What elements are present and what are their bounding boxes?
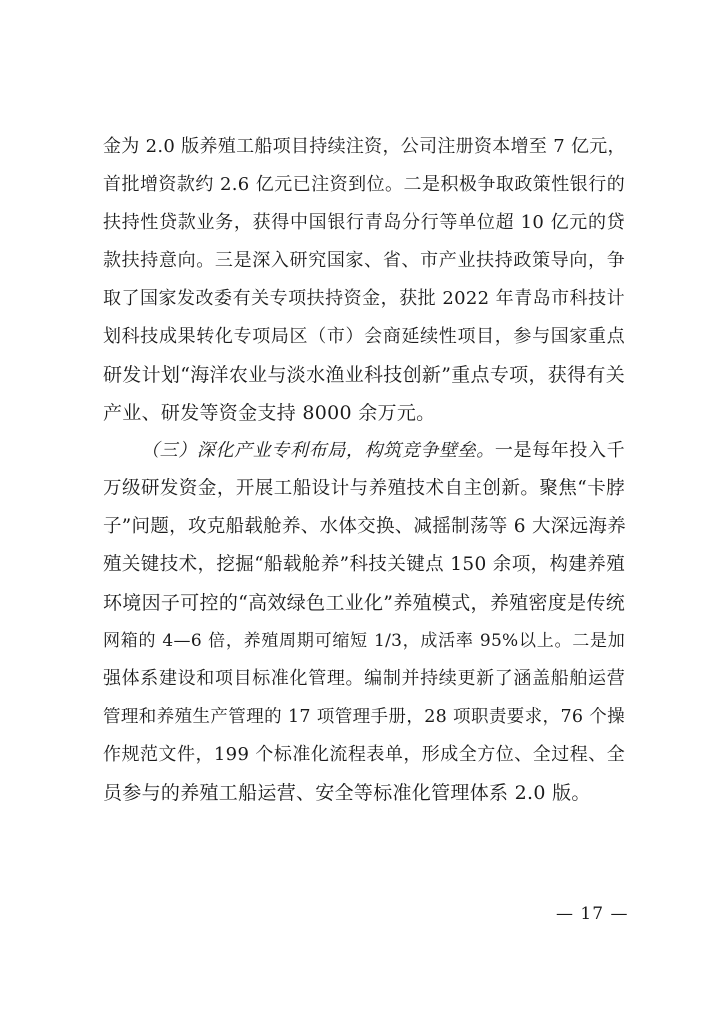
- paragraph-2-heading: （三）深化产业专利布局，构筑竞争壁垒。: [141, 440, 495, 461]
- paragraph-2-line-2: 万级研发资金，开展工船设计与养殖技术自主创新。聚焦“卡脖: [103, 478, 625, 499]
- paragraph-2-line-3: 子”问题，攻克船载舱养、水体交换、减摇制荡等 6 大深远海养: [103, 516, 626, 537]
- paragraph-2-line-8: 管理和养殖生产管理的 17 项管理手册，28 项职责要求，76 个操: [103, 707, 625, 727]
- paragraph-2-line-1: [141, 438, 625, 464]
- paragraph-1-line-2: 首批增资款约 2.6 亿元已注资到位。二是积极争取政策性银行的: [103, 174, 625, 195]
- paragraph-1-line-3: 扶持性贷款业务，获得中国银行青岛分行等单位超 10 亿元的贷: [103, 212, 625, 233]
- paragraph-1-line-4: 款扶持意向。三是深入研究国家、省、市产业扶持政策导向，争: [103, 250, 625, 271]
- paragraph-1-line-5: 取了国家发改委有关专项扶持资金，获批 2022 年青岛市科技计: [103, 288, 625, 309]
- paragraph-1-line-1: 金为 2.0 版养殖工船项目持续注资，公司注册资本增至 7 亿元，: [103, 136, 626, 157]
- paragraph-2-line-1-rest: 一是每年投入千: [494, 440, 625, 461]
- paragraph-2-line-4: 殖关键技术，挖掘“船载舱养”科技关键点 150 余项，构建养殖: [103, 554, 625, 575]
- page-number: — 17 —: [556, 904, 629, 924]
- paragraph-2-line-9: 作规范文件，199 个标准化流程表单，形成全方位、全过程、全: [103, 744, 625, 765]
- paragraph-1-line-8: 产业、研发等资金支持 8000 余万元。: [103, 402, 436, 424]
- paragraph-2-line-6: 网箱的 4—6 倍，养殖周期可缩短 1/3，成活率 95%以上。二是加: [103, 631, 625, 651]
- paragraph-2-line-10: 员参与的养殖工船运营、安全等标准化管理体系 2.0 版。: [103, 782, 591, 804]
- paragraph-1-line-7: 研发计划“海洋农业与淡水渔业科技创新”重点专项，获得有关: [103, 364, 625, 386]
- paragraph-1-line-6: 划科技成果转化专项局区（市）会商延续性项目，参与国家重点: [103, 326, 625, 347]
- paragraph-2-line-5: 环境因子可控的“高效绿色工业化”养殖模式，养殖密度是传统: [103, 592, 625, 614]
- paragraph-2-line-7: 强体系建设和项目标准化管理。编制并持续更新了涵盖船舶运营: [103, 668, 625, 689]
